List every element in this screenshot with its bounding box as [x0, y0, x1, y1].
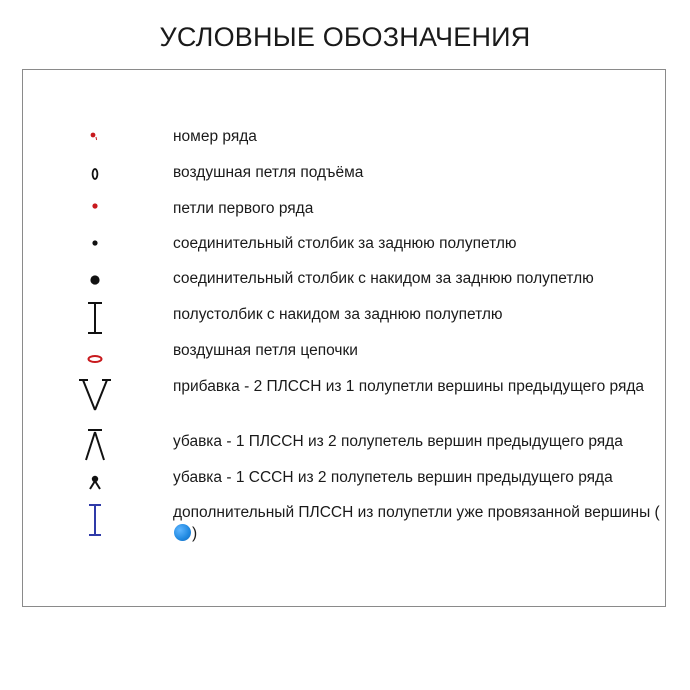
legend-text: полустолбик с накидом за заднюю полупетлю [173, 306, 503, 323]
legend-text: воздушная петля цепочки [173, 342, 358, 359]
lift-chain-loop-icon [73, 156, 117, 192]
decrease-lambda-icon [73, 427, 117, 463]
extra-hdc-blue-icon [73, 502, 117, 538]
legend-text: петли первого ряда [173, 200, 314, 217]
legend-text: соединительный столбик с накидом за заднюю полупетлю [173, 270, 594, 287]
legend-text-part: ) [192, 525, 198, 542]
legend-text: номер ряда [173, 128, 257, 145]
legend-text: соединительный столбик за заднюю полупетлю [173, 235, 517, 252]
blue-circle-icon [174, 524, 191, 541]
legend-text: убавка - 1 СССН из 2 полупетель вершин предыдущего ряда [173, 469, 613, 486]
legend-text: прибавка - 2 ПЛССН из 1 полупетли вершины предыдущего ряда [173, 378, 645, 395]
row-number-dot-icon [73, 118, 117, 154]
half-double-crochet-icon [73, 300, 117, 336]
first-row-loop-dot-icon [73, 188, 117, 224]
increase-v-icon [73, 376, 117, 416]
chain-loop-icon [73, 338, 117, 374]
decrease-sc-icon [73, 465, 117, 501]
legend-text: воздушная петля подъёма [173, 164, 364, 181]
page-title: УСЛОВНЫЕ ОБОЗНАЧЕНИЯ [159, 22, 531, 52]
legend-text [173, 502, 663, 544]
legend-panel [22, 69, 666, 607]
slip-stitch-yarnover-dot-icon [73, 262, 117, 298]
legend-text-part: дополнительный ПЛССН из полупетли уже провязанной вершины ( [173, 504, 660, 521]
legend-text: убавка - 1 ПЛССН из 2 полупетель вершин предыдущего ряда [173, 433, 623, 450]
slip-stitch-dot-icon [73, 225, 117, 261]
